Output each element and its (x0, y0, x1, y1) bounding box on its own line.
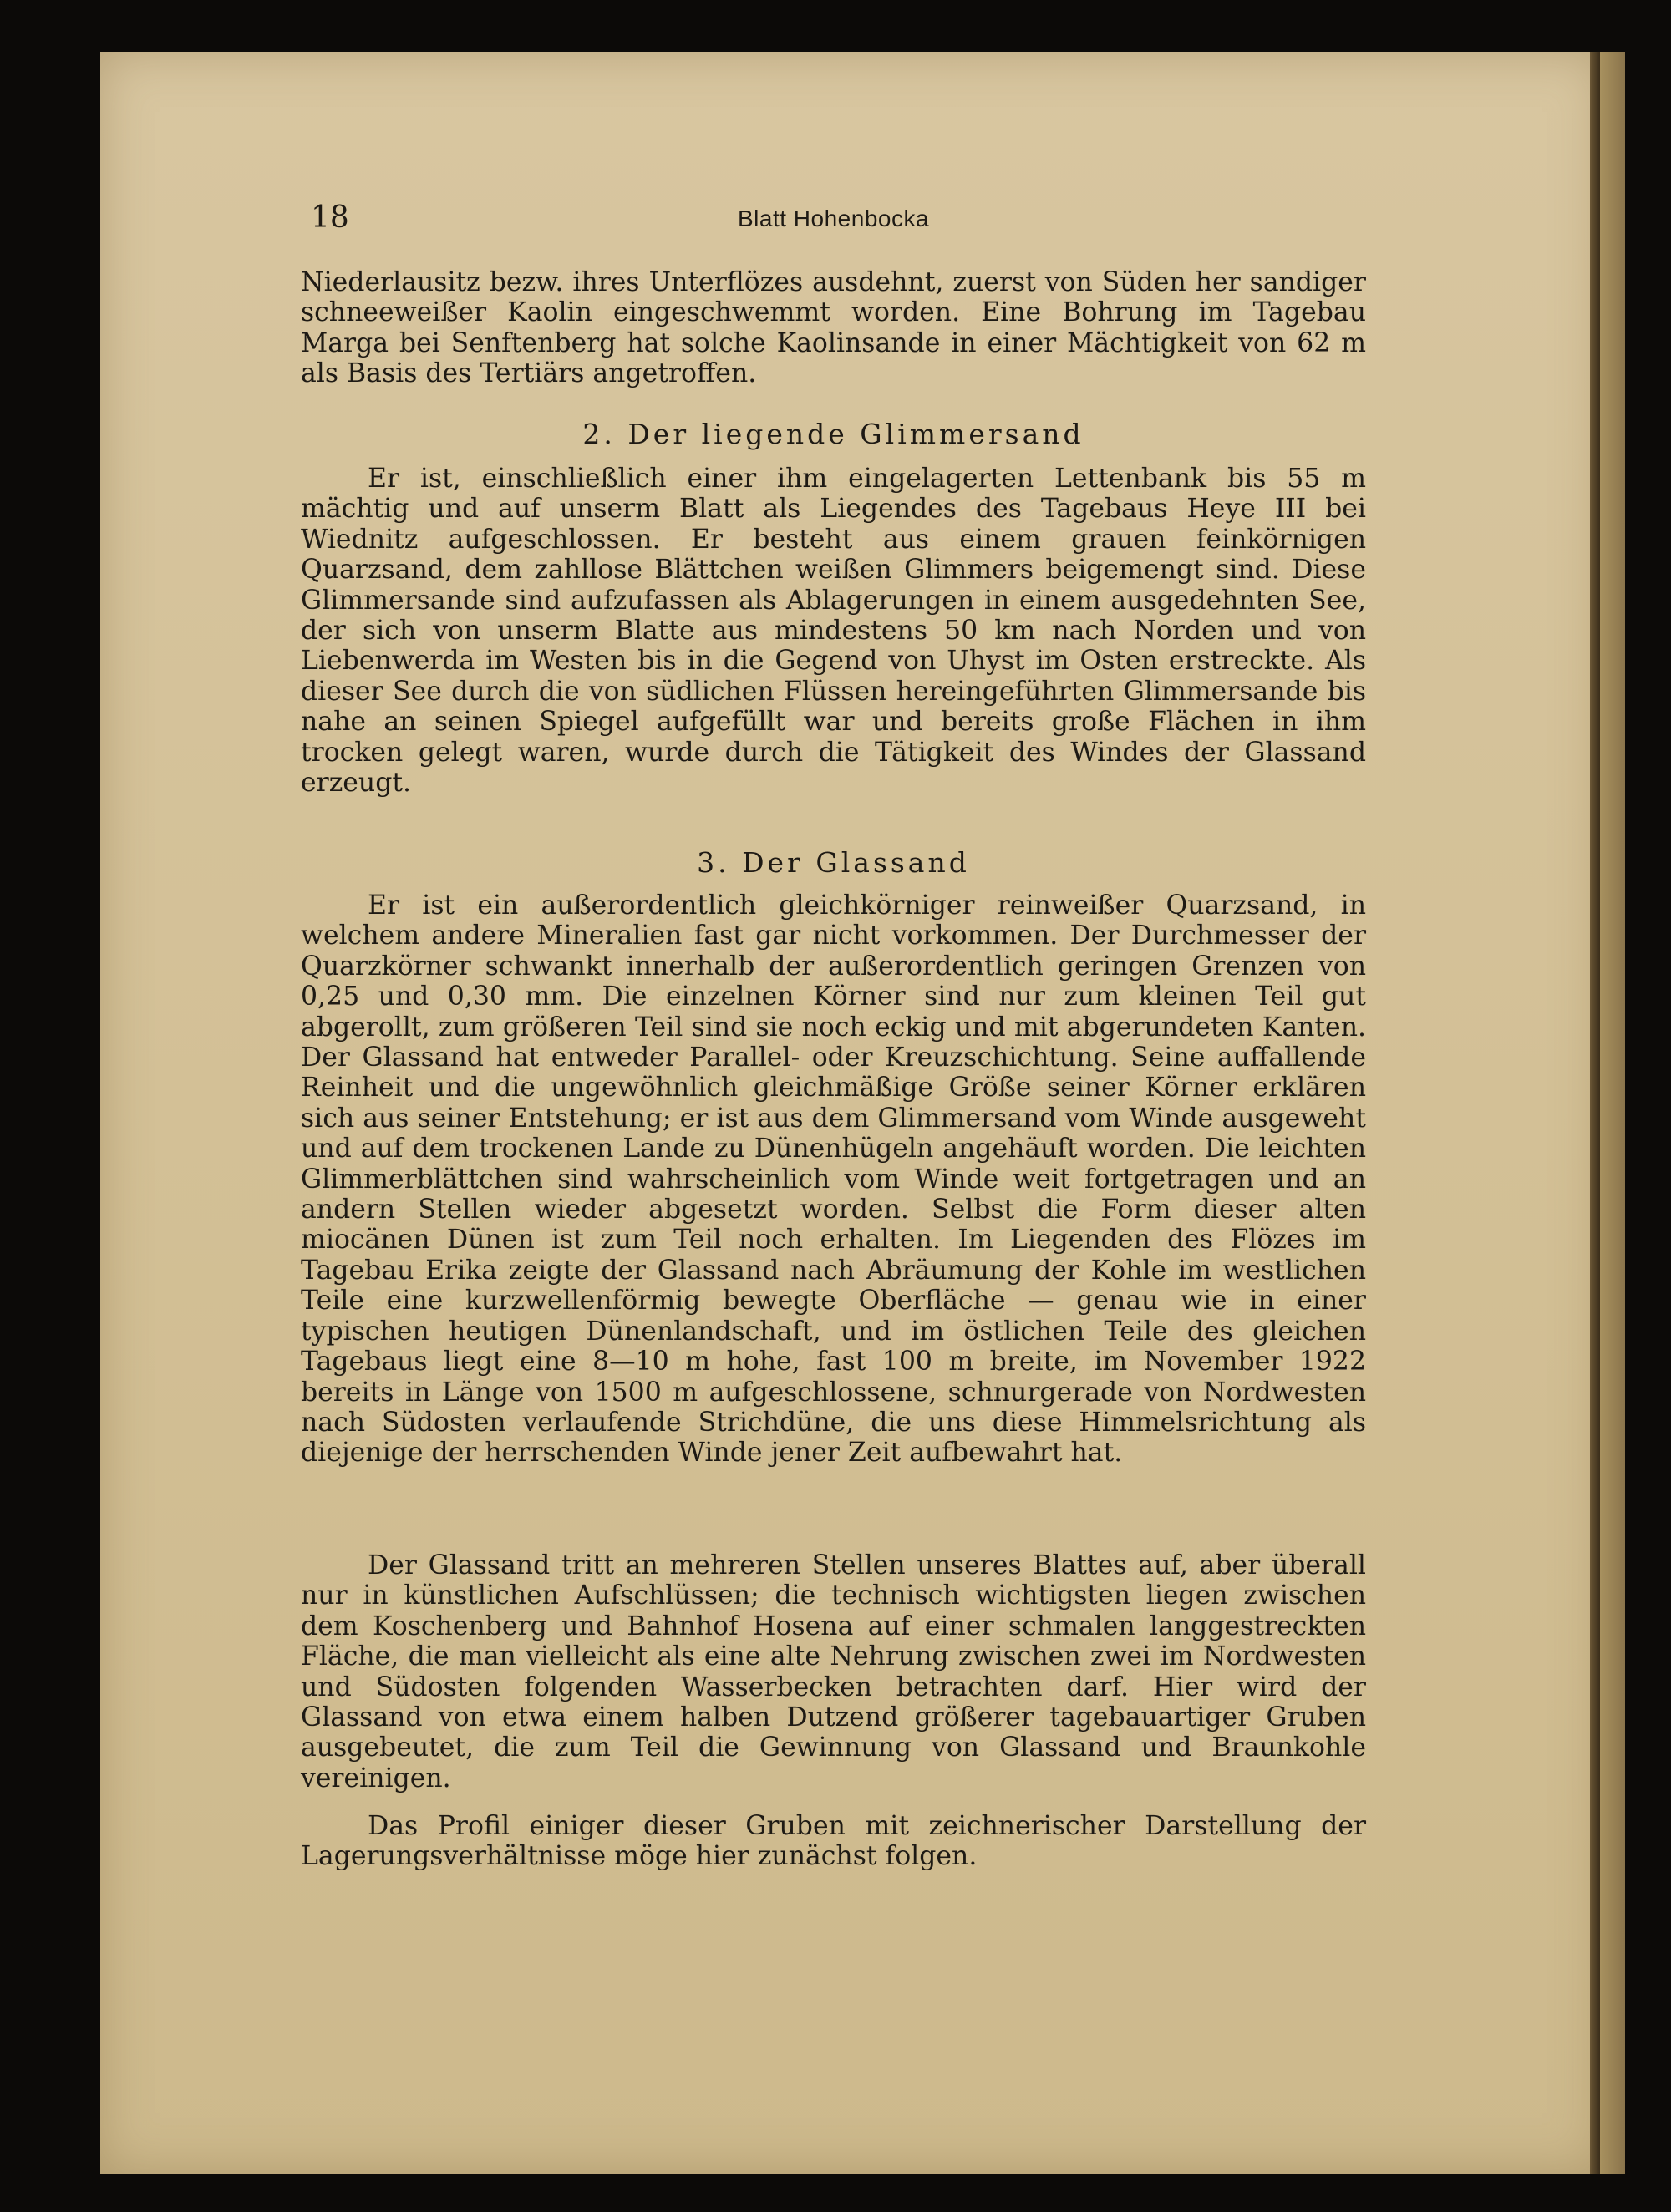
book-spine (1590, 52, 1600, 2174)
section-heading-glassand: 3. Der Glassand (697, 846, 970, 879)
paragraph-kaolin-continuation: Niederlausitz bezw. ihres Unterflözes ausdehnt, zuerst von Süden her sandiger schneeweißer Kaolin eingeschwemmt worden. Eine Bohrung im Tagebau Marga bei Senftenberg hat solche Kaolinsande in einer Mächtigkeit von 62 m als Basis des Tertiärs angetroffen. (301, 267, 1366, 389)
section-heading-liegende-glimmersand: 2. Der liegende Glimmersand (582, 418, 1084, 450)
page-body (301, 267, 1366, 1878)
paragraph-glassand-description: Er ist ein außerordentlich gleichkörniger reinweißer Quarzsand, in welchem andere Mineralien fast gar nicht vorkommen. Der Durchmesser der Quarzkörner schwankt innerhalb der außerordentlich geringen Grenzen von 0,25 und 0,30 mm. Die einzelnen Körner sind nur zum kleinen Teil gut abgerollt, zum größeren Teil sind sie noch eckig und mit abgerundeten Kanten. Der Glassand hat entweder Parallel- oder Kreuzschichtung. Seine auffallende Reinheit und die ungewöhnlich gleichmäßige Größe seiner Körner erklären sich aus seiner Entstehung; er ist aus dem Glimmersand vom Winde ausgeweht und auf dem trockenen Lande zu Dünenhügeln angehäuft worden. Die leichten Glimmerblättchen sind wahrscheinlich vom Winde weit fortgetragen und an andern Stellen wieder abgesetzt worden. Selbst die Form dieser alten miocänen Dünen ist zum Teil noch erhalten. Im Liegenden des Flözes im Tagebau Erika zeigte der Glassand nach Abräumung der Kohle im westlichen Teile eine kurzwellenförmig bewegte Oberfläche — genau wie in einer typischen heutigen Dünenlandschaft, und im östlichen Teile des gleichen Tagebaus liegt eine 8—10 m hohe, fast 100 m breite, im November 1922 bereits in Länge von 1500 m aufgeschlossene, schnurgerade von Nordwesten nach Südosten verlaufende Strichdüne, die uns diese Himmelsrichtung als diejenige der herrschenden Winde jener Zeit aufbewahrt hat. (301, 890, 1366, 1469)
page-header (311, 200, 1397, 234)
page-number: 18 (311, 200, 349, 235)
paragraph-glimmersand: Er ist, einschließlich einer ihm eingelagerten Lettenbank bis 55 m mächtig und auf unserm Blatt als Liegendes des Tagebaus Heye III bei Wiednitz aufgeschlossen. Er besteht aus einem grauen feinkörnigen Quarzsand, dem zahllose Blättchen weißen Glimmers beigemengt sind. Diese Glimmersande sind aufzufassen als Ablagerungen in einem ausgedehnten See, der sich von unserm Blatte aus mindestens 50 km nach Norden und von Liebenwerda im Westen bis in die Gegend von Uhyst im Osten erstreckte. Als dieser See durch die von südlichen Flüssen hereingeführten Glimmersande bis nahe an seinen Spiegel aufgefüllt war und bereits große Flächen in ihm trocken gelegt waren, wurde durch die Tätigkeit des Windes der Glassand erzeugt. (301, 464, 1366, 799)
running-title: Blatt Hohenbocka (738, 205, 930, 231)
paragraph-glassand-locations: Der Glassand tritt an mehreren Stellen unseres Blattes auf, aber überall nur in künstlichen Aufschlüssen; die technisch wichtigsten liegen zwischen dem Koschenberg und Bahnhof Hosena auf einer schmalen langgestreckten Fläche, die man vielleicht als eine alte Nehrung zwischen zwei im Nordwesten und Südosten folgenden Wasserbecken betrachten darf. Hier wird der Glassand von etwa einem halben Dutzend größerer tagebauartiger Gruben ausgebeutet, die zum Teil die Gewinnung von Glassand und Braunkohle vereinigen. (301, 1550, 1366, 1793)
facing-page-edge (1600, 52, 1625, 2174)
paragraph-profile-intro: Das Profil einiger dieser Gruben mit zeichnerischer Darstellung der Lagerungsverhältnisse möge hier zunächst folgen. (301, 1811, 1366, 1872)
